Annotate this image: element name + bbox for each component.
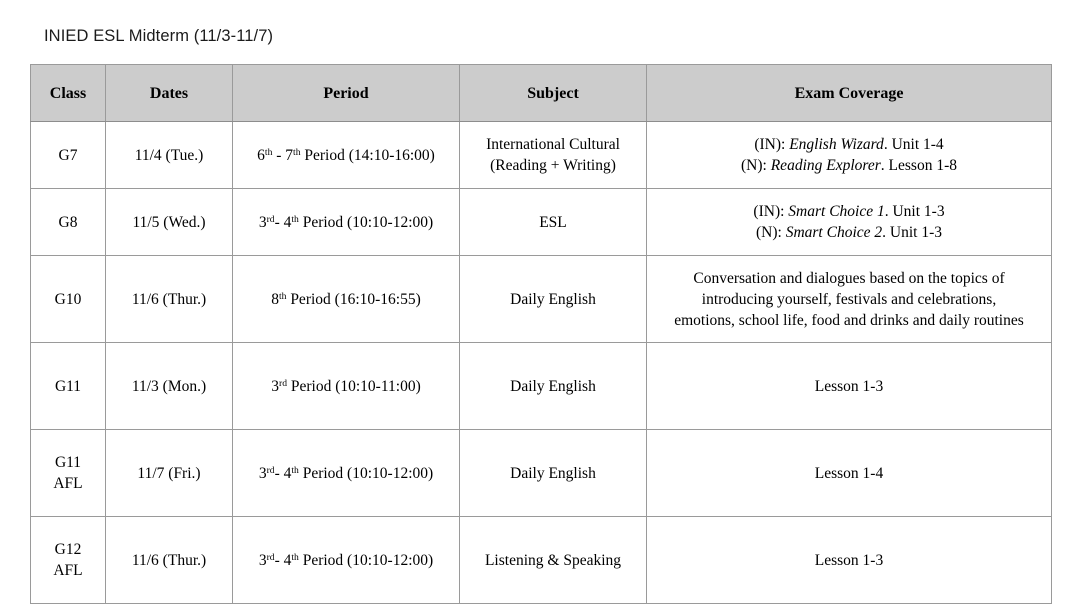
coverage-source-label-2: (N): — [741, 157, 771, 174]
cell-class — [31, 256, 106, 343]
period-ordinal-suffix-1: rd — [266, 464, 275, 476]
table-row — [31, 430, 1052, 517]
coverage-book-title-1: English Wizard — [789, 136, 884, 153]
period-ordinal-1: 3 — [258, 213, 267, 231]
cell-exam-coverage — [647, 343, 1052, 430]
table-row — [31, 517, 1052, 604]
subject-line-1: Listening & Speaking — [484, 551, 622, 569]
cell-period — [233, 517, 460, 604]
column-header-exam-coverage: Exam Coverage — [647, 65, 1052, 122]
cell-class — [31, 430, 106, 517]
cell-exam-coverage — [647, 256, 1052, 343]
coverage-scope-1: . Unit 1-4 — [883, 136, 944, 153]
period-ordinal-suffix-2: th — [291, 464, 299, 476]
coverage-line-1: Lesson 1-3 — [814, 377, 884, 395]
period-separator: - 4 — [274, 464, 292, 482]
cell-subject — [460, 256, 647, 343]
dates-label: 11/7 (Fri.) — [137, 464, 201, 482]
column-header-dates: Dates — [106, 65, 233, 122]
subject-line-1: International Cultural — [486, 136, 620, 153]
dates-label: 11/4 (Tue.) — [134, 146, 204, 164]
coverage-line-3: emotions, school life, food and drinks and daily routines — [674, 311, 1024, 329]
class-label-line-2: AFL — [53, 475, 83, 492]
period-separator: - 4 — [274, 213, 292, 231]
cell-period — [233, 430, 460, 517]
period-label — [259, 552, 433, 569]
class-label: G7 — [58, 146, 78, 164]
coverage-line-2 — [653, 222, 1045, 243]
coverage-scope-2: . Unit 1-3 — [882, 224, 942, 241]
coverage-source-label-2: (N): — [756, 224, 786, 241]
column-header-period: Period — [233, 65, 460, 122]
cell-period — [233, 343, 460, 430]
table-header — [31, 65, 1052, 122]
cell-class — [31, 517, 106, 604]
column-header-subject: Subject — [460, 65, 647, 122]
cell-dates — [106, 517, 233, 604]
coverage-source-label-1: (IN): — [754, 136, 790, 153]
dates-label: 11/3 (Mon.) — [131, 377, 207, 395]
period-ordinal-suffix-1: rd — [279, 377, 287, 389]
table-header-row — [31, 65, 1052, 122]
period-label — [257, 147, 435, 164]
cell-class — [31, 343, 106, 430]
class-label: G12 — [54, 541, 82, 558]
table-row — [31, 122, 1052, 189]
period-label — [259, 465, 433, 482]
exam-schedule-table — [30, 64, 1052, 604]
period-ordinal-1: 8 — [271, 290, 279, 308]
cell-class — [31, 189, 106, 256]
cell-period — [233, 189, 460, 256]
table-body — [31, 122, 1052, 604]
period-ordinal-1: 3 — [258, 551, 267, 569]
period-ordinal-suffix-1: rd — [266, 551, 275, 563]
cell-subject — [460, 517, 647, 604]
subject-line-2: (Reading + Writing) — [490, 157, 616, 174]
cell-dates — [106, 256, 233, 343]
period-separator: - 4 — [274, 551, 292, 569]
coverage-line-2: introducing yourself, festivals and celebrations, — [701, 290, 997, 308]
cell-period — [233, 122, 460, 189]
cell-dates — [106, 122, 233, 189]
period-ordinal-suffix-2: th — [291, 551, 299, 563]
cell-subject — [460, 122, 647, 189]
page-title: INIED ESL Midterm (11/3-11/7) — [44, 27, 274, 45]
dates-label: 11/6 (Thur.) — [131, 290, 207, 308]
period-label — [259, 214, 433, 231]
period-ordinal-suffix-1: rd — [266, 213, 275, 225]
period-ordinal-suffix-1: th — [264, 146, 273, 158]
cell-exam-coverage — [647, 189, 1052, 256]
class-label-line-2: AFL — [53, 562, 83, 579]
subject-line-1: Daily English — [510, 377, 596, 395]
coverage-line-1: Conversation and dialogues based on the topics of — [693, 269, 1005, 287]
coverage-line-1: Lesson 1-3 — [814, 551, 884, 569]
period-ordinal-1: 6 — [257, 146, 265, 164]
schedule-table-container — [30, 64, 1051, 604]
period-time-range: Period (10:10-11:00) — [287, 377, 421, 395]
coverage-book-title-1: Smart Choice 1 — [788, 203, 885, 220]
cell-exam-coverage — [647, 122, 1052, 189]
period-ordinal-suffix-2: th — [291, 213, 299, 225]
table-row — [31, 189, 1052, 256]
cell-dates — [106, 189, 233, 256]
coverage-line-1: Lesson 1-4 — [814, 464, 884, 482]
class-label: G8 — [58, 213, 78, 231]
period-time-range: Period (16:10-16:55) — [286, 290, 421, 308]
coverage-scope-1: . Unit 1-3 — [884, 203, 945, 220]
period-ordinal-1: 3 — [258, 464, 267, 482]
table-row — [31, 256, 1052, 343]
class-label: G11 — [54, 377, 82, 395]
period-ordinal-suffix-2: th — [293, 146, 301, 158]
period-time-range: Period (10:10-12:00) — [298, 551, 434, 569]
subject-line-1: Daily English — [510, 290, 596, 308]
cell-subject — [460, 189, 647, 256]
cell-class — [31, 122, 106, 189]
dates-label: 11/5 (Wed.) — [132, 213, 206, 231]
period-ordinal-1: 3 — [271, 377, 279, 395]
class-label: G11 — [54, 454, 82, 471]
coverage-scope-2: . Lesson 1-8 — [880, 157, 957, 174]
dates-label: 11/6 (Thur.) — [131, 551, 207, 569]
cell-exam-coverage — [647, 430, 1052, 517]
cell-dates — [106, 430, 233, 517]
cell-subject — [460, 343, 647, 430]
period-time-range: Period (10:10-12:00) — [298, 213, 434, 231]
subject-line-1: ESL — [539, 213, 567, 231]
cell-subject — [460, 430, 647, 517]
coverage-book-title-2: Smart Choice 2 — [785, 224, 883, 241]
period-label — [271, 378, 421, 395]
column-header-class: Class — [31, 65, 106, 122]
coverage-line-1 — [653, 134, 1045, 155]
cell-exam-coverage — [647, 517, 1052, 604]
coverage-line-2 — [653, 155, 1045, 176]
coverage-book-title-2: Reading Explorer — [770, 157, 881, 174]
cell-period — [233, 256, 460, 343]
coverage-line-1 — [653, 201, 1045, 222]
coverage-source-label-1: (IN): — [753, 203, 789, 220]
period-separator: - 7 — [272, 146, 294, 164]
cell-dates — [106, 343, 233, 430]
class-label: G10 — [54, 290, 82, 308]
period-ordinal-suffix-1: th — [278, 290, 287, 302]
period-time-range: Period (14:10-16:00) — [300, 146, 435, 164]
table-row — [31, 343, 1052, 430]
subject-line-1: Daily English — [510, 464, 596, 482]
period-label — [271, 291, 421, 308]
period-time-range: Period (10:10-12:00) — [298, 464, 434, 482]
